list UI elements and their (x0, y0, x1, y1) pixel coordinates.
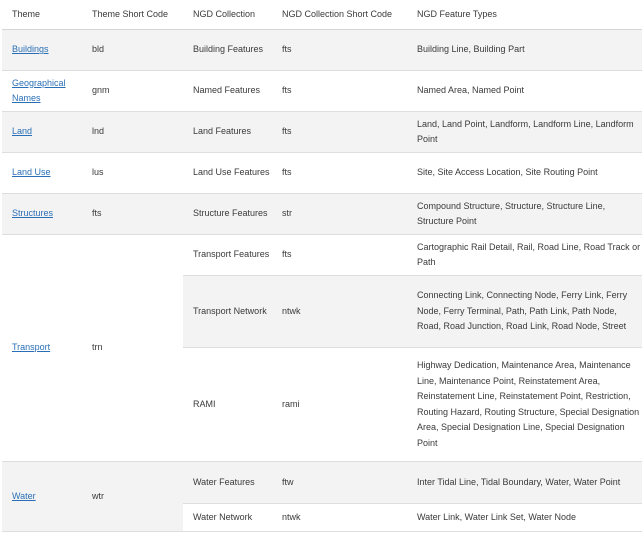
collection-short-code-cell: fts (272, 30, 407, 71)
theme-short-code-cell: gnm (82, 71, 183, 112)
table-row (2, 71, 642, 112)
collection-short-code-cell: rami (272, 348, 407, 462)
feature-types-cell: Land, Land Point, Landform, Landform Line, Landform Point (407, 112, 642, 153)
theme-cell (2, 30, 82, 71)
table-row (2, 112, 642, 153)
theme-short-code-cell: trn (82, 235, 183, 462)
theme-cell (2, 71, 82, 112)
theme-short-code-cell: fts (82, 194, 183, 235)
theme-cell (2, 194, 82, 235)
collection-cell: Named Features (183, 71, 272, 112)
theme-link-geographical-names[interactable]: Geographical Names (12, 77, 66, 103)
collection-short-code-cell: ntwk (272, 276, 407, 348)
feature-types-cell: Cartographic Rail Detail, Rail, Road Line, Road Track or Path (407, 235, 642, 276)
table-row (2, 153, 642, 194)
header-theme: Theme (2, 0, 82, 30)
collection-short-code-cell: str (272, 194, 407, 235)
header-ngd-collection-short-code: NGD Collection Short Code (272, 0, 407, 30)
collection-cell: Transport Features (183, 235, 272, 276)
collection-cell: RAMI (183, 348, 272, 462)
collection-short-code-cell: fts (272, 235, 407, 276)
collection-short-code-cell: ftw (272, 462, 407, 504)
header-row (2, 0, 642, 30)
collection-cell: Transport Network (183, 276, 272, 348)
collection-short-code-cell: fts (272, 71, 407, 112)
table-row (2, 235, 642, 276)
feature-types-cell: Site, Site Access Location, Site Routing Point (407, 153, 642, 194)
table-body (2, 30, 642, 532)
theme-link-structures[interactable]: Structures (12, 208, 54, 219)
collection-cell: Structure Features (183, 194, 272, 235)
theme-link-transport[interactable]: Transport (12, 342, 51, 353)
theme-short-code-cell: bld (82, 30, 183, 71)
table-header (2, 0, 642, 30)
theme-link-land[interactable]: Land (12, 126, 33, 137)
themes-table (2, 0, 642, 532)
feature-types-cell: Connecting Link, Connecting Node, Ferry Link, Ferry Node, Ferry Terminal, Path, Path Link, Path Node, Road, Road Junction, Road Link, Road Node, Street (407, 276, 642, 348)
theme-link-water[interactable]: Water (12, 490, 36, 501)
theme-link-buildings[interactable]: Buildings (12, 44, 49, 55)
collection-cell: Water Network (183, 504, 272, 532)
theme-cell (2, 235, 82, 462)
feature-types-cell: Highway Dedication, Maintenance Area, Maintenance Line, Maintenance Point, Reinstatement Area, Reinstatement Line, Reinstatement Point, Restriction, Routing Hazard, Routing Structure, Special Designation Area, Special Designation Line, Special Designation Point (407, 348, 642, 462)
collection-short-code-cell: fts (272, 153, 407, 194)
feature-types-cell: Named Area, Named Point (407, 71, 642, 112)
table-row (2, 462, 642, 504)
header-ngd-feature-types: NGD Feature Types (407, 0, 642, 30)
theme-cell (2, 153, 82, 194)
collection-cell: Land Features (183, 112, 272, 153)
theme-link-land-use[interactable]: Land Use (12, 167, 51, 178)
feature-types-cell: Water Link, Water Link Set, Water Node (407, 504, 642, 532)
theme-short-code-cell: lnd (82, 112, 183, 153)
collection-short-code-cell: ntwk (272, 504, 407, 532)
theme-cell (2, 462, 82, 532)
feature-types-cell: Building Line, Building Part (407, 30, 642, 71)
header-ngd-collection: NGD Collection (183, 0, 272, 30)
feature-types-cell: Inter Tidal Line, Tidal Boundary, Water, Water Point (407, 462, 642, 504)
table-row (2, 194, 642, 235)
theme-cell (2, 112, 82, 153)
theme-short-code-cell: wtr (82, 462, 183, 532)
header-theme-short-code: Theme Short Code (82, 0, 183, 30)
feature-types-cell: Compound Structure, Structure, Structure Line, Structure Point (407, 194, 642, 235)
collection-cell: Water Features (183, 462, 272, 504)
collection-cell: Land Use Features (183, 153, 272, 194)
collection-cell: Building Features (183, 30, 272, 71)
table-row (2, 30, 642, 71)
collection-short-code-cell: fts (272, 112, 407, 153)
theme-short-code-cell: lus (82, 153, 183, 194)
